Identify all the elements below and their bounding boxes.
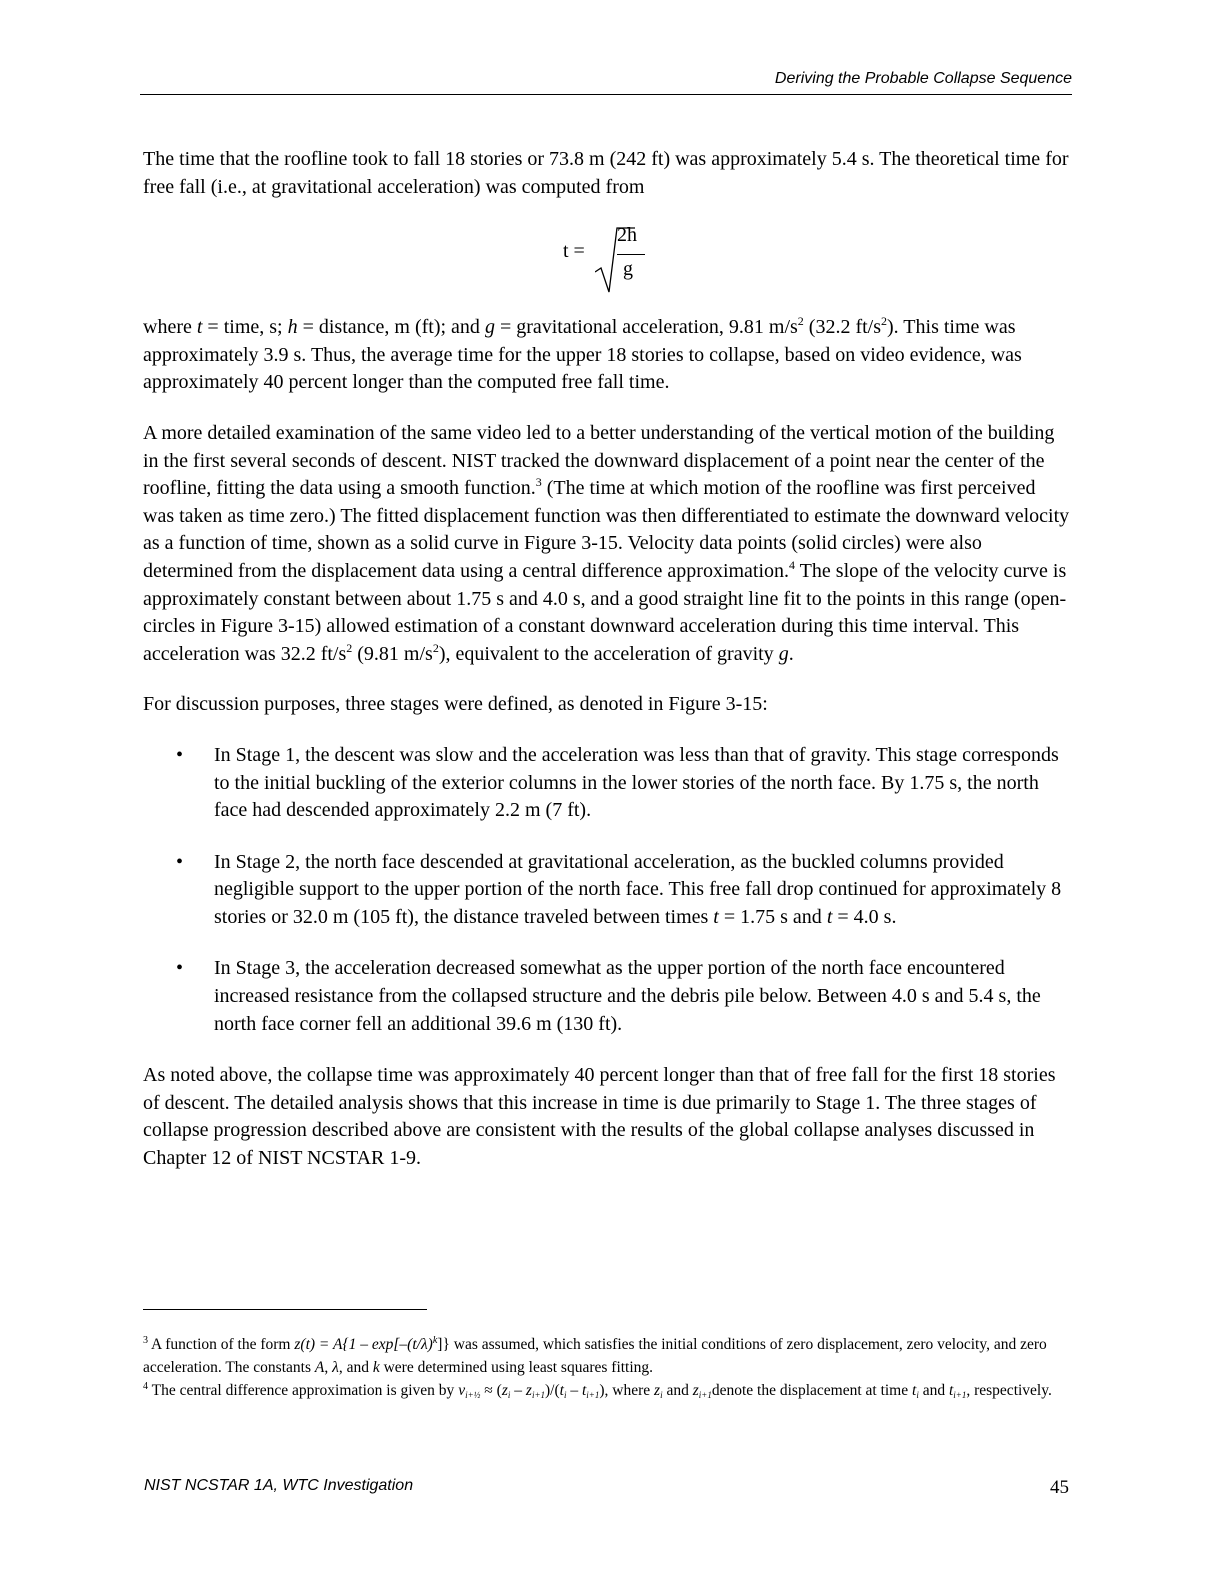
script-text xyxy=(699,1390,712,1400)
text-segment: t xyxy=(713,905,719,928)
text-segment: z xyxy=(654,1382,661,1399)
text-segment: h xyxy=(287,316,298,339)
footnotes xyxy=(143,1333,1073,1402)
text-segment: i+1 xyxy=(531,1390,546,1400)
text-segment: z(t) = A xyxy=(294,1336,343,1353)
text-segment: )/( xyxy=(545,1382,560,1399)
fraction-bar xyxy=(617,254,645,255)
text-segment: In Stage 3, the acceleration decreased somewhat as the upper portion of the north face encountered increased resistance from the collapsed structure and the debris pile below. Between 4.0 s and 5.4 s, the north face corner fell an additional 39.6 m (130 ft). xyxy=(214,957,1041,1035)
text-segment: 2 xyxy=(346,640,353,655)
list-item-stage-3 xyxy=(143,955,1071,1038)
paragraph-1: The time that the roofline took to fall 18 stories or 73.8 m (242 ft) was approximately 5.4 s. The theoretical time for free fall (i.e., at gravitational acceleration) was computed from xyxy=(143,148,1069,198)
text-segment: , and xyxy=(338,1359,373,1376)
text-segment: z xyxy=(525,1382,532,1399)
text-segment: denote the displacement at time xyxy=(711,1382,912,1399)
text-segment: i xyxy=(507,1390,511,1400)
text-segment: 2 xyxy=(881,314,887,329)
text-segment: t xyxy=(948,1382,954,1399)
text-segment: A xyxy=(314,1359,325,1376)
text-segment: A function of the form xyxy=(148,1336,295,1353)
text-segment: (9.81 m/s xyxy=(352,642,433,665)
text-segment: ). This time was approximately 3.9 s. Thus, the average time for the upper 18 stories to collapse, based on video evidence, was approximately 40 percent longer than the computed free fall time. xyxy=(143,316,1022,394)
text-segment: and xyxy=(662,1382,693,1399)
stage-list xyxy=(143,742,1071,1038)
text-segment: t xyxy=(581,1382,587,1399)
text-segment: – xyxy=(510,1382,526,1399)
text-segment: 3 xyxy=(143,1335,148,1346)
text-segment: 2 xyxy=(797,314,804,329)
text-segment: The central difference approximation is given by xyxy=(148,1382,459,1399)
paragraph-2 xyxy=(143,314,1071,397)
footnote-ref-4[interactable]: 4 xyxy=(789,557,796,572)
equation-numerator: 2h xyxy=(617,224,637,247)
text-segment: , respectively. xyxy=(966,1382,1052,1399)
body-text xyxy=(143,146,1071,1196)
text-segment: i xyxy=(660,1390,663,1400)
bullet-icon: • xyxy=(176,850,184,873)
footnote-divider xyxy=(143,1309,427,1310)
text-segment: = 1.75 s and xyxy=(718,905,827,928)
text-segment: 2 xyxy=(432,640,439,655)
text-segment: In Stage 1, the descent was slow and the acceleration was less than that of gravity. This stage corresponds to the initial buckling of the exterior columns in the lower stories of the north face. By 1.75 s, the north face had descended approximately 2.2 m (7 ft). xyxy=(214,743,1059,822)
text-segment: z xyxy=(692,1382,699,1399)
text-segment: t xyxy=(196,316,203,339)
paragraph-4: For discussion purposes, three stages were defined, as denoted in Figure 3-15: xyxy=(143,693,768,716)
script-text xyxy=(465,1390,480,1400)
footnote-ref-3[interactable]: 3 xyxy=(535,475,542,490)
text-segment: was assumed, which satisfies the initial conditions of zero displacement, zero velocity, and zero acceleration. The constants xyxy=(143,1336,1047,1376)
footnote-3 xyxy=(143,1333,1073,1379)
text-segment: were determined using least squares fitting. xyxy=(379,1359,654,1376)
text-segment: . xyxy=(788,642,794,665)
text-segment: t xyxy=(912,1382,917,1399)
text-segment: = gravitational acceleration, 9.81 m/s xyxy=(494,316,798,339)
text-segment: z xyxy=(501,1382,508,1399)
text-segment: ), equivalent to the acceleration of gravity xyxy=(438,642,779,665)
text-segment: t xyxy=(559,1382,564,1399)
text-segment: i+1 xyxy=(698,1390,712,1400)
footer-document-title: NIST NCSTAR 1A, WTC Investigation xyxy=(144,1477,414,1494)
text-segment: The slope of the velocity curve is approximately constant between about 1.75 s and 4.0 s, and a good straight line fit to the points in this range (open-circles in Figure 3-15) allowed estimation of a constant downward acceleration during this time interval. This acceleration was 32.2 ft/s xyxy=(143,559,1067,665)
script-text xyxy=(953,1390,966,1400)
bullet-icon: • xyxy=(176,743,184,766)
text-segment: A more detailed examination of the same video led to a better understanding of the vertical motion of the building in the first several seconds of descent. NIST tracked the downward displacement of a point near the center of the roofline, fitting the data using a smooth function. xyxy=(143,421,1055,500)
text-segment: and xyxy=(918,1382,949,1399)
text-segment: g xyxy=(484,316,495,339)
text-segment: {1 – exp[–(t/λ) xyxy=(342,1336,433,1353)
text-segment: v xyxy=(458,1382,466,1399)
text-segment: (32.2 ft/s xyxy=(803,316,881,339)
text-segment: ]} xyxy=(437,1336,450,1353)
free-fall-equation xyxy=(143,224,1071,296)
text-segment: = 4.0 s. xyxy=(832,905,897,928)
text-segment: In Stage 2, the north face descended at gravitational acceleration, as the buckled columns provided negligible support to the upper portion of the north face. This free fall drop continued for approximately 8 stories or 32.0 m (105 ft), the distance traveled between times xyxy=(214,850,1062,928)
text-segment: i xyxy=(916,1390,919,1400)
text-segment: ), where xyxy=(599,1382,655,1399)
paragraph-3 xyxy=(143,420,1071,668)
text-segment: i+½ xyxy=(465,1390,481,1400)
text-segment: , xyxy=(324,1359,333,1376)
header-title: Deriving the Probable Collapse Sequence xyxy=(774,70,1072,87)
text-segment: t xyxy=(826,905,833,928)
script-text xyxy=(586,1390,599,1400)
text-segment: k xyxy=(372,1359,380,1376)
text-segment: i+1 xyxy=(953,1390,967,1400)
text-segment: = distance, m (ft); and xyxy=(297,316,485,339)
text-segment: i xyxy=(563,1390,567,1400)
text-segment: g xyxy=(778,642,789,665)
text-segment: λ xyxy=(332,1359,339,1376)
list-item-stage-1 xyxy=(143,742,1071,825)
text-segment: i+1 xyxy=(586,1390,600,1400)
equation-lhs: t = xyxy=(563,240,585,263)
text-segment: 4 xyxy=(143,1381,148,1392)
text-segment: (The time at which motion of the roofline was first perceived was taken as time zero.) The fitted displacement function was then differentiated to estimate the downward velocity as a function of time, shown as a solid curve in Figure 3-15. Velocity data points (solid circles) were also determined from the displacement data using a central difference approximation. xyxy=(143,477,1070,582)
footnote-4 xyxy=(143,1379,1073,1402)
list-item-stage-2 xyxy=(143,849,1071,932)
page-number: 45 xyxy=(1050,1477,1069,1498)
text-segment: = time, s; xyxy=(202,316,288,339)
text-segment: where xyxy=(143,316,197,339)
script-text xyxy=(532,1390,545,1400)
text-segment: ≈ ( xyxy=(480,1382,502,1399)
running-header xyxy=(140,70,1072,95)
paragraph-5: As noted above, the collapse time was approximately 40 percent longer than that of free fall for the first 18 stories of descent. The detailed analysis shows that this increase in time is due primarily to Stage 1. The three stages of collapse progression described above are consistent with the results of the global collapse analyses discussed in Chapter 12 of NIST NCSTAR 1-9. xyxy=(143,1064,1056,1170)
bullet-icon: • xyxy=(176,957,184,980)
text-segment: k xyxy=(432,1335,438,1346)
equation-denominator: g xyxy=(623,258,633,281)
text-segment: – xyxy=(566,1382,582,1399)
